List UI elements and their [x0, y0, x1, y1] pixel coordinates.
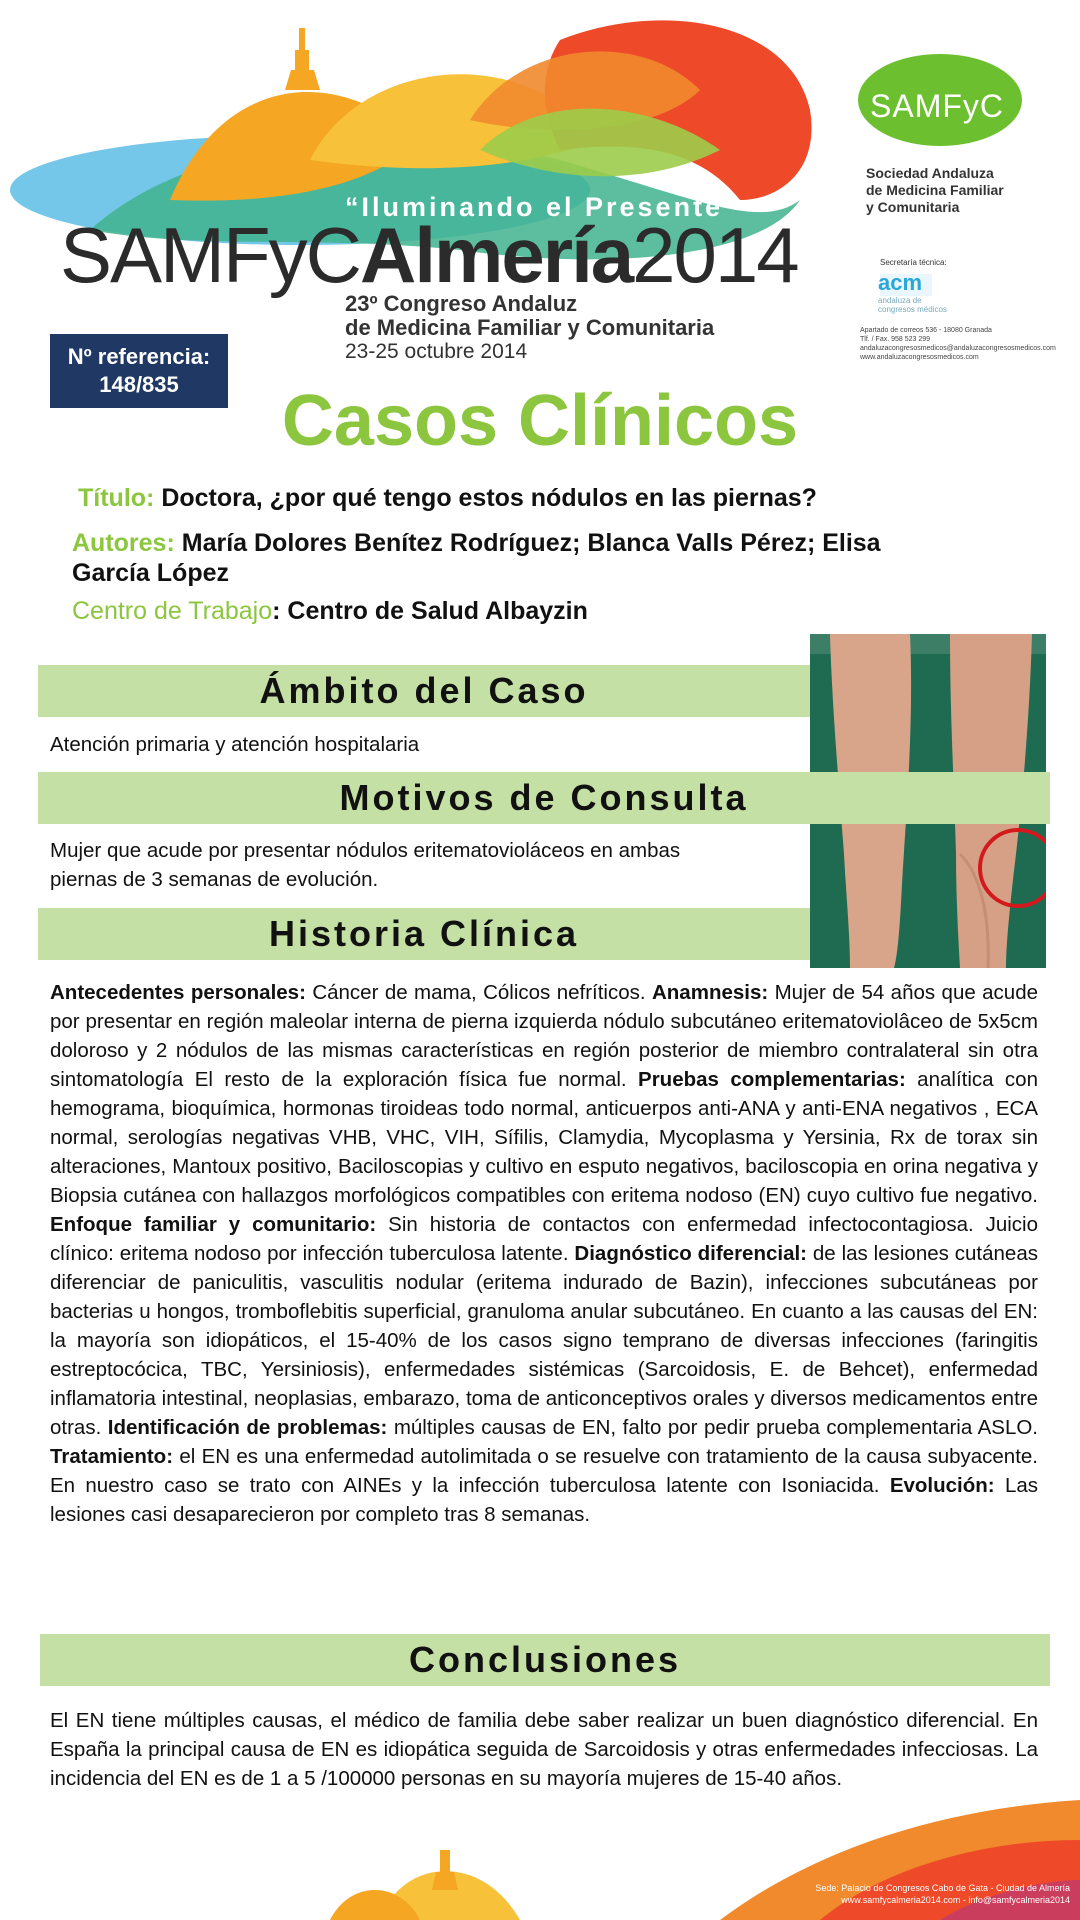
event-title-c: 2014: [632, 211, 798, 299]
section-motivos-text: [50, 836, 800, 894]
pruebas-label: Pruebas complementarias:: [638, 1068, 906, 1091]
section-motivos-heading: Motivos de Consulta: [38, 772, 1050, 824]
congress-line-2: de Medicina Familiar y Comunitaria: [345, 315, 715, 340]
pruebas-text: analítica con hemograma, bioquímica, hormonas tiroideas todo normal, anticuerpos anti-ANA y anti-ENA negativos , ECA normal, serologías negativas VHB, VHC, VIH, Sífilis, Clamydia, Mycoplasma y Yersinia, Rx de torax sin alteraciones, Mantoux positivo, Baciloscopias y cultivo en esputo negativos, baciloscopia en orina negativa y Biopsia cutánea con hallazgos morfológicos compatibles con eritema nodoso (EN) cuyo cultivo fue negativo.: [50, 1068, 1038, 1207]
congress-details: [345, 292, 714, 364]
motivos-text-1: Mujer que acude por presentar nódulos eritematovioláceos en ambas: [50, 839, 681, 862]
enfoque-label: Enfoque familiar y comunitario:: [50, 1213, 377, 1236]
contact-line-2: Tlf. / Fax. 958 523 299: [860, 336, 931, 343]
section-conclusiones-text: El EN tiene múltiples causas, el médico de familia debe saber realizar un buen diagnóstico diferencial. En España la principal causa de EN es idiopática seguida de Sarcoidosis y otras enfermedades infecciosas. La incidencia del EN es de 1 a 5 /100000 personas en su mayoría mujeres de 15-40 años.: [50, 1709, 1038, 1790]
work-center: [72, 596, 588, 626]
congress-line-1: 23º Congreso Andaluz: [345, 291, 578, 316]
acm-sub-2: congresos médicos: [878, 305, 947, 314]
evolucion-label: Evolución:: [889, 1474, 995, 1497]
reference-value: 148/835: [99, 372, 179, 397]
authors-value-2: García López: [72, 559, 229, 587]
samfyc-logo: SAMFyC: [870, 88, 1004, 124]
event-title-b: Almería: [360, 211, 633, 299]
document-title: Casos Clínicos: [281, 381, 799, 461]
case-title: [78, 483, 817, 513]
event-title: [60, 210, 798, 301]
anamnesis-label: Anamnesis:: [651, 981, 769, 1004]
secretaria-label: Secretaría técnica:: [880, 258, 947, 267]
work-center-value: : Centro de Salud Albayzin: [272, 597, 588, 625]
congress-slogan: “Iluminando el Presente”: [345, 192, 740, 222]
antecedentes-label: Antecedentes personales:: [50, 981, 306, 1004]
acm-subtitle: [878, 296, 947, 314]
event-title-a: SAMFyC: [60, 211, 360, 299]
society-line-1: Sociedad Andaluza: [866, 165, 994, 181]
diagnostico-label: Diagnóstico diferencial:: [574, 1242, 807, 1265]
identificacion-label: Identificación de problemas:: [107, 1416, 388, 1439]
identificacion-text: múltiples causas de EN, falto por pedir prueba complementaria ASLO.: [387, 1416, 1038, 1439]
anamnesis-text: Mujer de 54 años que acude por presentar en región maleolar interna de pierna izquierda nódulo subcutáneo eritematoviolâceo de 5x5cm doloroso y 2 nódulos de las mismas características en región posterior de miembro contralateral sin otra sintomatología El resto de la exploración física fue normal.: [50, 981, 1039, 1091]
contact-info: [860, 326, 1056, 362]
footer-info: [780, 1882, 1070, 1906]
case-title-label: Título:: [78, 484, 155, 512]
antecedentes-text: Cáncer de mama, Cólicos nefríticos.: [305, 981, 652, 1004]
reference-label: Nº referencia:: [67, 344, 211, 369]
work-center-label: Centro de Trabajo: [72, 597, 273, 625]
section-ambito-text: Atención primaria y atención hospitalaria: [50, 733, 420, 756]
acm-sub-1: andaluza de: [878, 296, 922, 305]
case-title-value: Doctora, ¿por qué tengo estos nódulos en las piernas?: [161, 484, 817, 512]
tratamiento-text: el EN es una enfermedad autolimitada o se resuelve con tratamiento de la causa subyacente. En nuestro caso se trato con AINEs y la infección tuberculosa latente con Isoniacida.: [50, 1445, 1038, 1497]
enfoque-text: Sin historia de contactos con enfermedad infectocontagiosa. Juicio clínico: eritema nodoso por infección tuberculosa latente.: [50, 1213, 1038, 1265]
society-line-2: de Medicina Familiar: [866, 182, 1004, 198]
diagnostico-text: de las lesiones cutáneas diferenciar de paniculitis, vasculitis nodular (eritema indurado de Bazin), infecciones subcutáneas por bacterias u hongos, tromboflebitis superficial, granuloma anular subcutáneo. En cuanto a las causas del EN: la mayoría son idiopáticos, el 15-40% de los casos signo temprano de diversas infecciones (faringitis estreptocócica, TBC, Yersiniosis), enfermedades sistémicas (Sarcoidosis, E. de Behcet), enfermedad inflamatoria intestinal, neoplasias, embarazo, toma de anticonceptivos orales y diversos medicamentos entre otras.: [50, 1242, 1038, 1439]
society-name: [866, 165, 1004, 216]
section-historia-heading: Historia Clínica: [38, 908, 810, 960]
footer-line-2: www.samfycalmeria2014.com - info@samfycalmeria2014: [841, 1895, 1070, 1905]
section-ambito-heading: Ámbito del Caso: [38, 665, 810, 717]
motivos-text-2: piernas de 3 semanas de evolución.: [50, 868, 379, 891]
society-line-3: y Comunitaria: [866, 199, 960, 215]
footer-line-1: Sede: Palacio de Congresos Cabo de Gata - Ciudad de Almería: [815, 1883, 1070, 1893]
case-authors: [72, 528, 972, 588]
contact-line-1: Apartado de correos 536 - 18080 Granada: [860, 327, 992, 334]
section-historia-text: [50, 978, 1038, 1529]
acm-logo: acm: [878, 270, 923, 295]
contact-line-3: andaluzacongresosmedicos@andaluzacongresosmedicos.com: [860, 345, 1056, 352]
contact-line-4: www.andaluzacongresosmedicos.com: [860, 354, 979, 361]
authors-value-1: María Dolores Benítez Rodríguez; Blanca Valls Pérez; Elisa: [181, 529, 881, 557]
congress-dates: 23-25 octubre 2014: [345, 340, 528, 363]
authors-label: Autores:: [72, 529, 175, 557]
section-conclusiones-heading: Conclusiones: [40, 1634, 1050, 1686]
evolucion-text: Las lesiones casi desaparecieron por completo tras 8 semanas.: [50, 1474, 1038, 1526]
tratamiento-label: Tratamiento:: [50, 1445, 174, 1468]
